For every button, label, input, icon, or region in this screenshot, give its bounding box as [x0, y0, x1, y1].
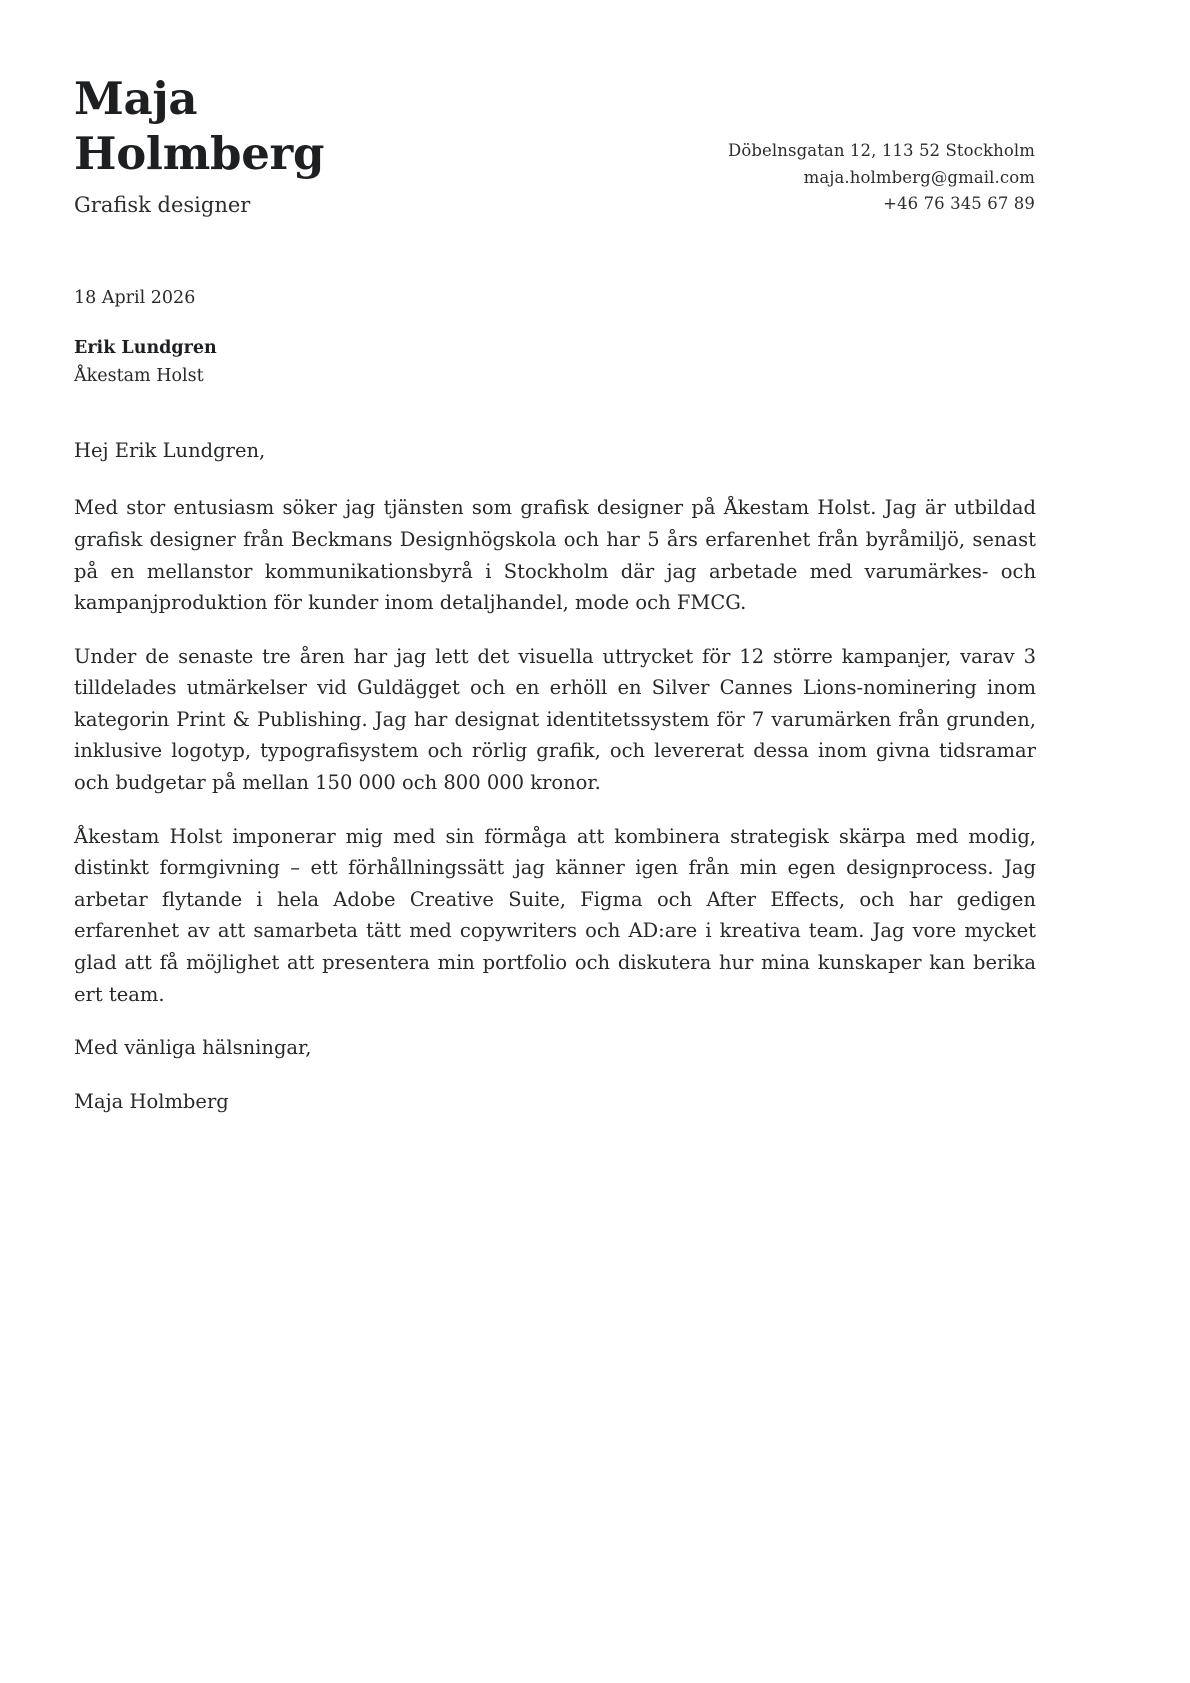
letter-meta	[74, 285, 1035, 390]
letter-paragraph: Med stor entusiasm söker jag tjänsten som grafisk designer på Åkestam Holst. Jag är utbildad grafisk designer från Beckmans Designhögskola och har 5 års erfarenhet från byråmiljö, senast på en mellanstor kommunikationsbyrå i Stockholm där jag arbetade med varumärkes- och kampanjproduktion för kunder inom detaljhandel, mode och FMCG.	[74, 496, 1036, 615]
sender-identity	[74, 72, 324, 219]
sender-last-name: Holmberg	[74, 126, 325, 180]
letter-salutation: Hej Erik Lundgren,	[74, 439, 266, 463]
letter-body	[74, 436, 1036, 1117]
contact-phone[interactable]: +46 76 345 67 89	[883, 194, 1035, 214]
letter-date: 18 April 2026	[74, 288, 196, 309]
sender-job-title: Grafisk designer	[74, 192, 251, 217]
contact-address: Döbelnsgatan 12, 113 52 Stockholm	[728, 141, 1035, 160]
letter-header	[74, 72, 1035, 219]
letter-paragraph: Åkestam Holst imponerar mig med sin förmåga att kombinera strategisk skärpa med modig, distinkt formgivning – ett förhållningssätt jag känner igen från min egen designprocess. Jag arbetar flytande i hela Adobe Creative Suite, Figma och After Effects, och har gedigen erfarenhet av att samarbeta tätt med copywriters och AD:are i kreativa team. Jag vore mycket glad att få möjlighet att presentera min portfolio och diskutera hur mina kunskaper kan berika ert team.	[74, 824, 1036, 1006]
contact-block	[728, 72, 1035, 218]
contact-email[interactable]: maja.holmberg@gmail.com	[803, 167, 1035, 187]
letter-paragraph: Under de senaste tre åren har jag lett det visuella uttrycket för 12 större kampanjer, varav 3 tilldelades utmärkelser vid Guldägget och en erhöll en Silver Cannes Lions-nominering inom kategorin Print & Publishing. Jag har designat identitetssystem för 7 varumärken från grunden, inklusive logotyp, typografisystem och rörlig grafik, och levererat dessa inom givna tidsramar och budgetar på mellan 150 000 och 800 000 kronor.	[74, 644, 1036, 795]
sender-name	[74, 72, 324, 182]
letter-signature: Maja Holmberg	[74, 1089, 229, 1113]
recipient-company: Åkestam Holst	[74, 366, 204, 387]
letter-closing: Med vänliga hälsningar,	[74, 1036, 312, 1060]
recipient-name: Erik Lundgren	[74, 338, 217, 359]
sender-first-name: Maja	[74, 72, 198, 125]
